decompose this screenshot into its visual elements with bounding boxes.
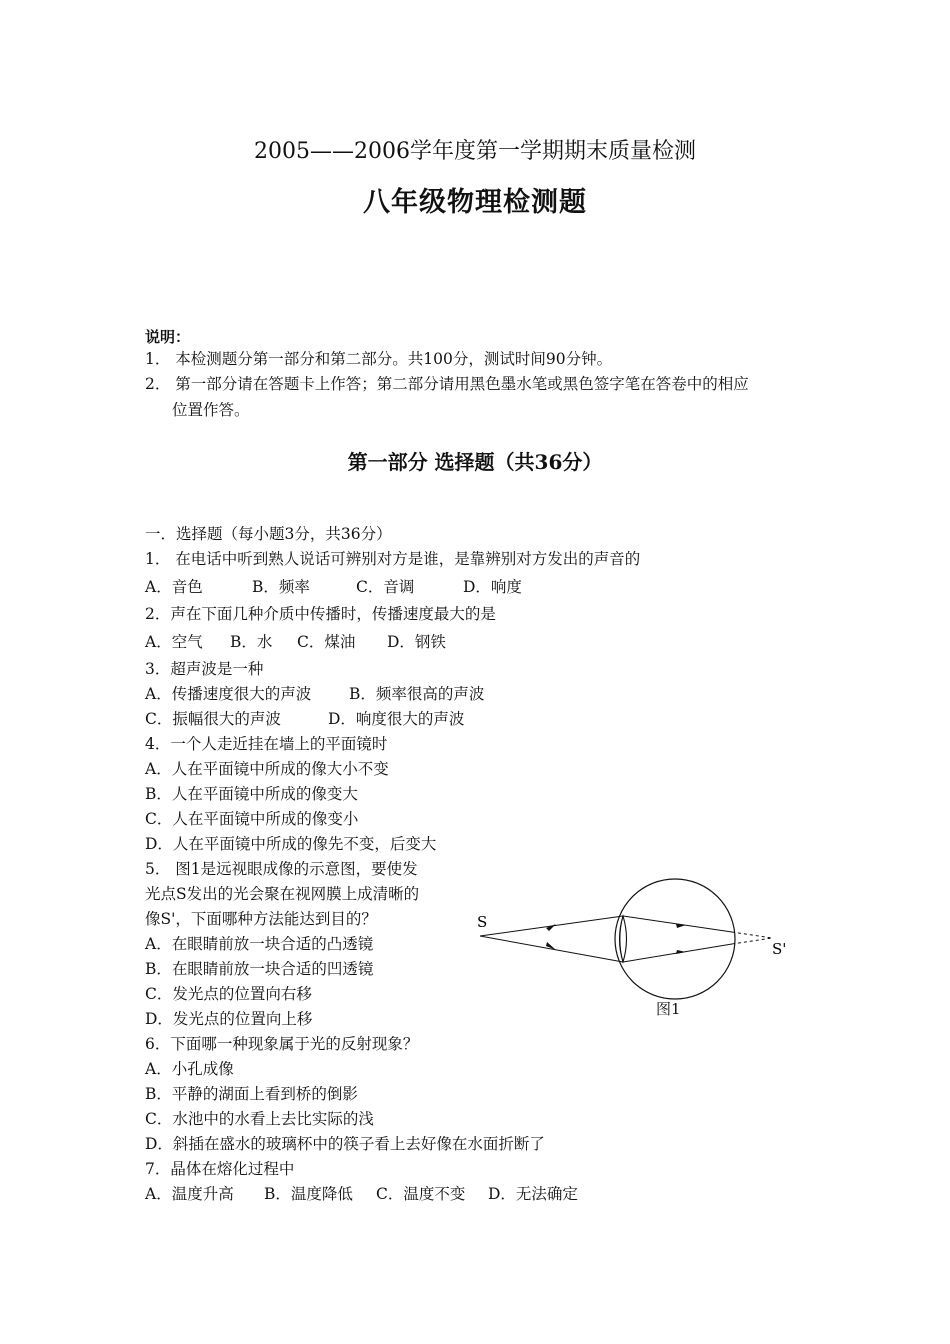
q2-option-c: C．煤油 bbox=[297, 633, 356, 651]
q2-option-d: D．钢铁 bbox=[387, 633, 446, 651]
note-item-2: 2． 第一部分请在答题卡上作答；第二部分请用黑色墨水笔或黑色签字笔在答卷中的相应 bbox=[145, 375, 749, 393]
q2-option-b: B．水 bbox=[230, 633, 273, 651]
q6-option-d: D．斜插在盛水的玻璃杯中的筷子看上去好像在水面折断了 bbox=[145, 1135, 545, 1153]
q7-option-a: A．温度升高 bbox=[145, 1185, 234, 1203]
q5-option-d: D．发光点的位置向上移 bbox=[145, 1010, 313, 1028]
source-label: S bbox=[477, 913, 488, 931]
q1-option-b: B．频率 bbox=[252, 578, 310, 596]
question-1-stem: 1． 在电话中听到熟人说话可辨别对方是谁，是靠辨别对方发出的声音的 bbox=[145, 550, 641, 568]
question-3-stem: 3．超声波是一种 bbox=[145, 660, 264, 678]
ray-lower-extension bbox=[732, 938, 772, 944]
arrow-upper-incident bbox=[546, 924, 556, 931]
ray-upper-refracted bbox=[623, 916, 732, 932]
arrow-lower-refracted bbox=[676, 950, 686, 954]
q1-option-d: D．响度 bbox=[463, 578, 522, 596]
question-7-stem: 7．晶体在熔化过程中 bbox=[145, 1160, 295, 1178]
q4-option-a: A．人在平面镜中所成的像大小不变 bbox=[145, 760, 389, 778]
section-intro: 一．选择题（每小题3分，共36分） bbox=[145, 525, 392, 543]
exam-title: 2005——2006学年度第一学期期末质量检测 bbox=[254, 139, 696, 164]
q7-option-b: B．温度降低 bbox=[264, 1185, 353, 1203]
note-item-1: 1． 本检测题分第一部分和第二部分。共100分，测试时间90分钟。 bbox=[145, 350, 613, 368]
q4-option-b: B．人在平面镜中所成的像变大 bbox=[145, 785, 358, 803]
section-title: 第一部分 选择题（共36分） bbox=[347, 450, 603, 474]
q2-option-a: A．空气 bbox=[145, 633, 203, 651]
q5-option-a: A．在眼睛前放一块合适的凸透镜 bbox=[145, 935, 374, 953]
q7-option-d: D．无法确定 bbox=[488, 1185, 578, 1203]
eye-lens bbox=[620, 916, 627, 962]
q3-option-b: B．频率很高的声波 bbox=[349, 685, 485, 703]
question-5-stem-line1: 5． 图1是远视眼成像的示意图，要使发 bbox=[145, 860, 418, 878]
question-6-stem: 6．下面哪一种现象属于光的反射现象？ bbox=[145, 1035, 419, 1053]
exam-subject-title: 八年级物理检测题 bbox=[363, 187, 587, 218]
q4-option-d: D．人在平面镜中所成的像先不变，后变大 bbox=[145, 835, 437, 853]
eyeball-outline bbox=[615, 879, 735, 999]
q1-option-c: C．音调 bbox=[356, 578, 415, 596]
note-item-2-cont: 位置作答。 bbox=[172, 401, 250, 419]
question-5-stem-line2: 光点S发出的光会聚在视网膜上成清晰的 bbox=[145, 885, 420, 903]
figure-1-caption: 图1 bbox=[656, 1000, 681, 1018]
question-2-stem: 2．声在下面几种介质中传播时，传播速度最大的是 bbox=[145, 605, 496, 623]
q6-option-a: A．小孔成像 bbox=[145, 1060, 234, 1078]
q5-option-b: B．在眼睛前放一块合适的凹透镜 bbox=[145, 960, 374, 978]
q3-option-c: C．振幅很大的声波 bbox=[145, 710, 281, 728]
q5-option-c: C．发光点的位置向右移 bbox=[145, 985, 312, 1003]
q1-option-a: A．音色 bbox=[145, 578, 203, 596]
q6-option-c: C．水池中的水看上去比实际的浅 bbox=[145, 1110, 374, 1128]
ray-lower-incident bbox=[480, 936, 623, 962]
question-4-stem: 4．一个人走近挂在墙上的平面镜时 bbox=[145, 735, 388, 753]
q3-option-d: D．响度很大的声波 bbox=[328, 710, 465, 728]
notes-heading: 说明： bbox=[145, 328, 191, 346]
q3-option-a: A．传播速度很大的声波 bbox=[145, 685, 312, 703]
ray-upper-extension bbox=[732, 932, 772, 938]
image-label: S' bbox=[772, 940, 787, 958]
q7-option-c: C．温度不变 bbox=[376, 1185, 466, 1203]
figure-1-eye-diagram bbox=[470, 872, 800, 1022]
q6-option-b: B．平静的湖面上看到桥的倒影 bbox=[145, 1085, 358, 1103]
question-5-stem-line3: 像S'，下面哪种方法能达到目的？ bbox=[145, 910, 377, 928]
q4-option-c: C．人在平面镜中所成的像变小 bbox=[145, 810, 359, 828]
